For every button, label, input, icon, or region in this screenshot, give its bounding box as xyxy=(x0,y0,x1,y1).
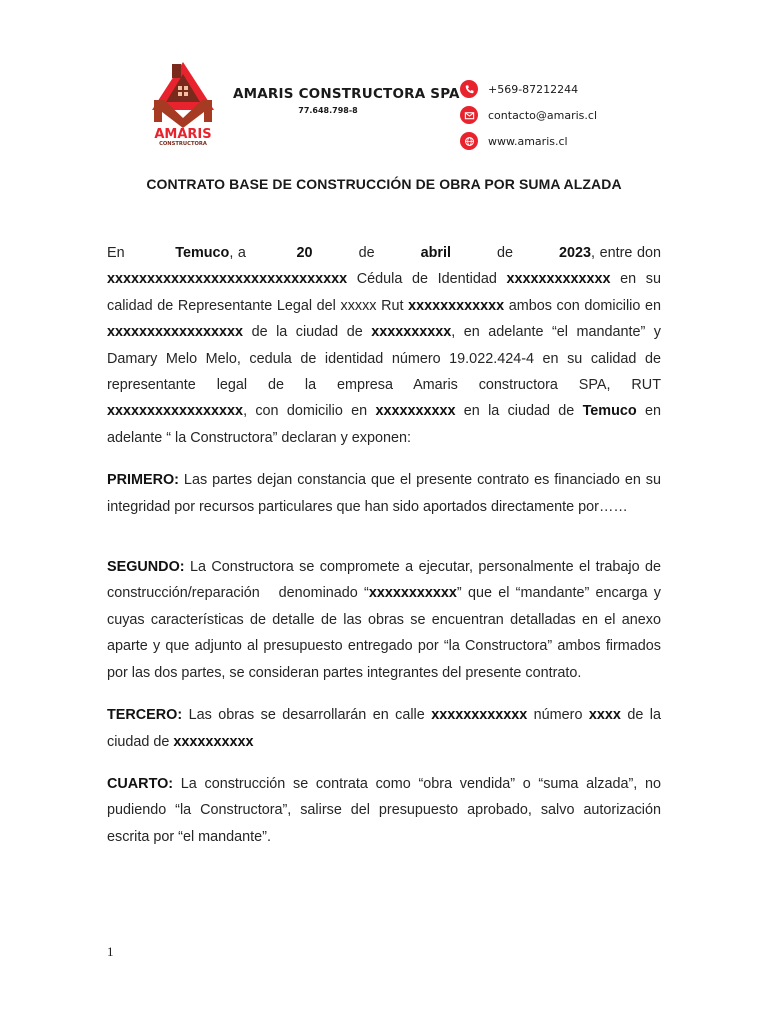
intro-month: abril xyxy=(420,245,451,261)
clause-primero xyxy=(107,467,661,520)
contact-phone-text: +569-87212244 xyxy=(488,82,579,96)
email-icon xyxy=(460,106,478,124)
document-title: CONTRATO BASE DE CONSTRUCCIÓN DE OBRA POR SUMA ALZADA xyxy=(146,176,622,192)
clause-primero-text: Las partes dejan constancia que el presente contrato es financiado en su integridad por recursos particulares que han sido aportados directamente por…… xyxy=(107,472,661,515)
page-number: 1 xyxy=(107,944,114,959)
company-logo xyxy=(148,60,218,146)
contact-phone xyxy=(460,76,650,102)
rep-rut: xxxxxxxxxxxx xyxy=(408,297,505,314)
obra-calle: xxxxxxxxxxxx xyxy=(431,707,528,724)
mandante-ciudad: xxxxxxxxxx xyxy=(371,324,452,341)
intro-paragraph: En Temuco, a 20 de abril de 2023, entre don xxxxxxxxxxxxxxxxxxxxxxxxxxxxxx Cédula de Identidad xxxxxxxxxxxxx en su calidad de Representante Legal del xxxxx Rut xxxxxxxxxxxx ambos con domicilio en xxxxxxxxxxxxxxxxx de la ciudad de xxxxxxxxxx, en adelante “el mandante” y Damary Melo Melo, cedula de identidad número 19.022.424-4 en su calidad de representante legal de la empresa Amaris constructora SPA, RUT xxxxxxxxxxxxxxxxx, con domicilio en xxxxxxxxxx en la ciudad de Temuco en adelante “ la Constructora” declaran y exponen: xyxy=(107,240,661,451)
obra-numero: xxxx xyxy=(588,707,621,724)
contact-list xyxy=(460,76,650,154)
company-name: AMARIS CONSTRUCTORA SPA xyxy=(233,86,460,102)
empresa-domicilio: xxxxxxxxxx xyxy=(375,403,456,420)
web-icon xyxy=(460,132,478,150)
empresa-rut: xxxxxxxxxxxxxxxxx xyxy=(107,403,244,420)
contact-email-text[interactable]: contacto@amaris.cl xyxy=(488,108,598,122)
document-body xyxy=(107,240,661,850)
mandante-id: xxxxxxxxxxxxx xyxy=(506,271,611,288)
logo-subtext: CONSTRUCTORA xyxy=(159,141,207,146)
contact-email[interactable] xyxy=(460,102,650,128)
mandante-name: xxxxxxxxxxxxxxxxxxxxxxxxxxxxxx xyxy=(107,271,348,288)
logo-text: AMARIS xyxy=(154,127,212,142)
obra-ciudad: xxxxxxxxxx xyxy=(173,733,254,750)
company-rut: 77.648.798-8 xyxy=(298,106,358,115)
clause-cuarto-label: CUARTO: xyxy=(107,775,174,792)
clause-segundo: SEGUNDO: La Constructora se compromete a ejecutar, personalmente el trabajo de construcción/reparación denominado “xxxxxxxxxxx” que el “mandante” encarga y cuyas características de detalle de las obras se encuentran detalladas en el anexo aparte y que adjunto al presupuesto entregado por “la Constructora” ambos firmados por las dos partes, se consideran partes integrantes del presente contrato. xyxy=(107,559,661,681)
phone-icon xyxy=(460,80,478,98)
clause-tercero: TERCERO: Las obras se desarrollarán en calle xxxxxxxxxxxx número xxxx de la ciudad de xxxxxxxxxx xyxy=(107,707,661,750)
clause-cuarto xyxy=(107,771,661,850)
clause-tercero-label: TERCERO: xyxy=(107,707,183,724)
company-block xyxy=(233,86,460,115)
contact-web[interactable] xyxy=(460,128,650,154)
clause-segundo-label: SEGUNDO: xyxy=(107,559,185,576)
intro-first-line: En Temuco, a 20 de abril de 2023, entre don xyxy=(107,245,662,261)
intro-year: 2023 xyxy=(558,245,591,261)
obra-name: xxxxxxxxxxx xyxy=(368,585,457,602)
clause-cuarto-text: La construcción se contrata como “obra vendida” o “suma alzada”, no pudiendo “la Constructora”, salirse del presupuesto aprobado, salvo autorización escrita por “el mandante”. xyxy=(107,775,661,845)
mandante-domicilio: xxxxxxxxxxxxxxxxx xyxy=(107,324,244,341)
empresa-city: Temuco xyxy=(582,403,637,420)
intro-day: 20 xyxy=(296,245,313,261)
clause-primero-label: PRIMERO: xyxy=(107,472,179,489)
contact-web-text[interactable]: www.amaris.cl xyxy=(488,134,568,148)
intro-city: Temuco xyxy=(175,245,230,261)
